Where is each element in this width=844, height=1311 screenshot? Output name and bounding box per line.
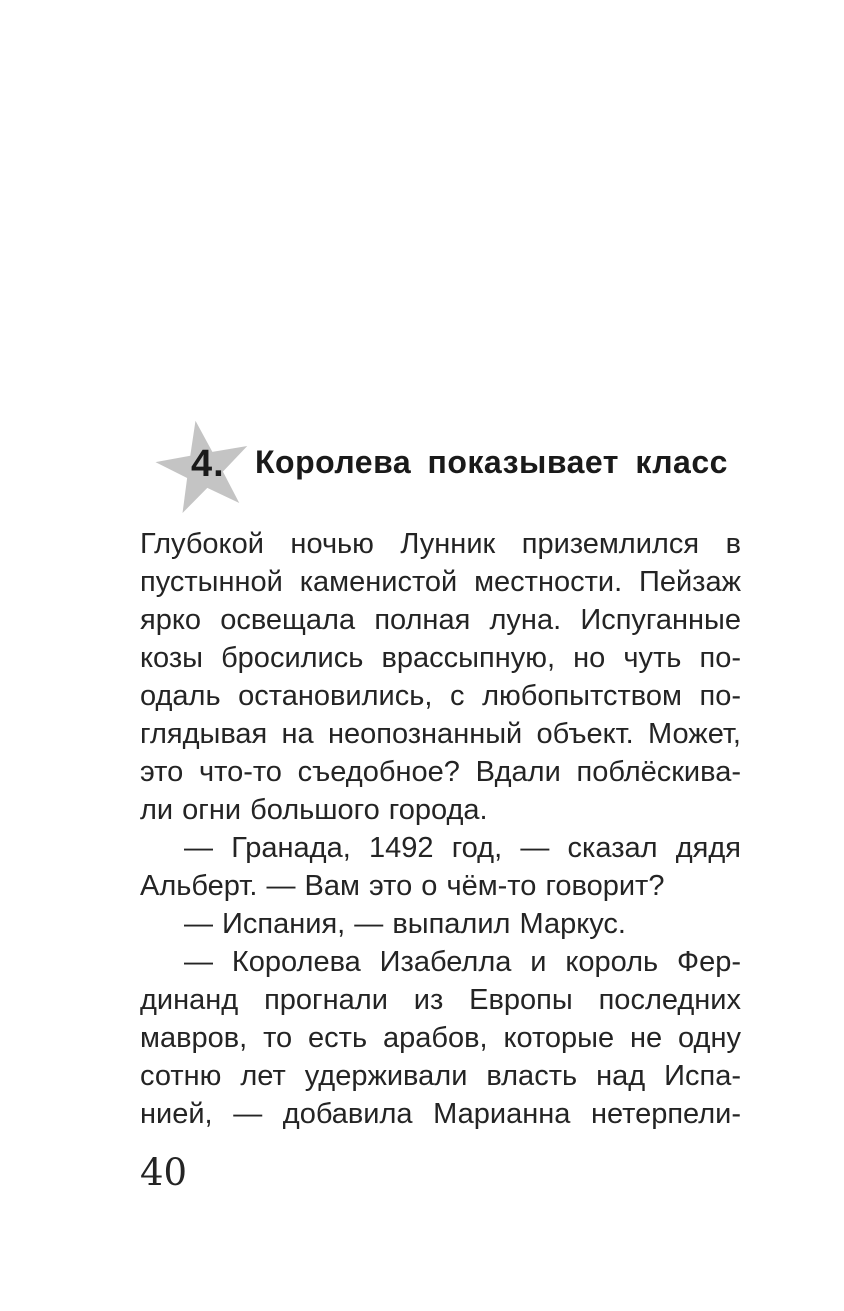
chapter-title: Королева показывает класс (255, 444, 728, 480)
text-line: ярко освещала полная луна. Испуганные (140, 604, 741, 636)
text-line: Глубокой ночью Лунник приземлился в (140, 528, 741, 560)
text-line: это что-то съедобное? Вдали поблёскива- (140, 756, 741, 788)
text-line: козы бросились врассыпную, но чуть по- (140, 642, 741, 674)
text-line: Альберт. — Вам это о чём-то говорит? (140, 870, 665, 902)
text-line: — Испания, — выпалил Маркус. (184, 908, 626, 940)
text-line: ли огни большого города. (140, 794, 488, 826)
text-line: динанд прогнали из Европы последних (140, 984, 741, 1016)
text-line: — Гранада, 1492 год, — сказал дядя (184, 832, 741, 864)
text-line: сотню лет удерживали власть над Испа- (140, 1060, 741, 1092)
chapter-star (155, 420, 253, 518)
chapter-number: 4. (191, 443, 225, 485)
text-line: мавров, то есть арабов, которые не одну (140, 1022, 741, 1054)
text-line: — Королева Изабелла и король Фер- (184, 946, 741, 978)
text-line: одаль остановились, с любопытством по- (140, 680, 741, 712)
text-line: пустынной каменистой местности. Пейзаж (140, 566, 741, 598)
text-line: нией, — добавила Марианна нетерпели- (140, 1098, 741, 1130)
body-text (140, 525, 741, 1133)
page-number: 40 (140, 1151, 188, 1194)
text-line: глядывая на неопознанный объект. Может, (140, 718, 741, 750)
